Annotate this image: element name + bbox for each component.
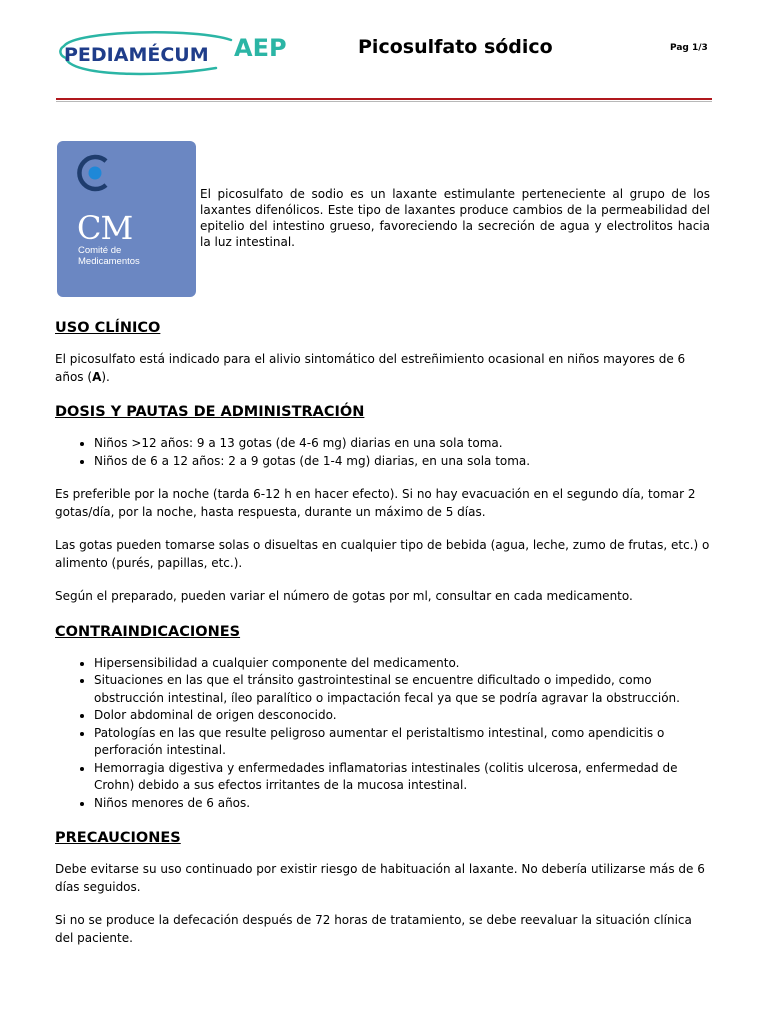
- uso-clinico-paragraph: El picosulfato está indicado para el alivio sintomático del estreñimiento ocasional en niños mayores de 6 años (A).: [55, 352, 686, 384]
- list-item: • Niños de 6 a 12 años: 2 a 9 gotas (de 1-4 mg) diarias, en una sola toma.: [94, 453, 710, 471]
- section-heading-dosis: DOSIS Y PAUTAS DE ADMINISTRACIÓN: [55, 404, 365, 420]
- pediamecum-aep-logo: [56, 28, 301, 80]
- dosis-paragraph: Según el preparado, pueden variar el número de gotas por ml, consultar en cada medicamento.: [55, 589, 633, 603]
- svg-text:AEP: AEP: [234, 34, 287, 62]
- document-title: Picosulfato sódico: [358, 36, 553, 58]
- document-body: [55, 318, 710, 963]
- precauciones-paragraph: Debe evitarse su uso continuado por existir riesgo de habituación al laxante. No debería utilizarse más de 6 días seguidos.: [55, 862, 705, 894]
- list-item: • Patologías en las que resulte peligroso aumentar el peristaltismo intestinal, como apendicitis o perforación intestinal.: [94, 725, 710, 760]
- comite-medicamentos-badge: [57, 141, 196, 297]
- list-item: • Situaciones en las que el tránsito gastrointestinal se encuentre dificultado o impedido, como obstrucción intestinal, íleo paralítico o impactación fecal ya que se podría agravar la obstrucción.: [94, 672, 710, 707]
- contraindicaciones-list: [55, 655, 710, 813]
- cm-subtitle: Comité de Medicamentos: [78, 245, 140, 267]
- section-heading-contraindicaciones: CONTRAINDICACIONES: [55, 623, 241, 640]
- dosis-paragraph: Las gotas pueden tomarse solas o disueltas en cualquier tipo de bebida (agua, leche, zumo de frutas, etc.) o alimento (purés, papillas, etc.).: [55, 538, 710, 570]
- dosis-list: [55, 435, 710, 470]
- cm-logo-icon: [75, 153, 115, 193]
- precauciones-paragraph: Si no se produce la defecación después de 72 horas de tratamiento, se debe reevaluar la situación clínica del paciente.: [55, 913, 692, 945]
- section-heading-uso-clinico: USO CLÍNICO: [55, 320, 161, 336]
- list-item: • Niños menores de 6 años.: [94, 795, 710, 813]
- list-item: • Niños >12 años: 9 a 13 gotas (de 4-6 mg) diarias en una sola toma.: [94, 435, 710, 453]
- header-divider-shadow: [56, 101, 712, 102]
- section-heading-precauciones: PRECAUCIONES: [55, 830, 181, 846]
- header-divider: [56, 98, 712, 100]
- intro-paragraph: El picosulfato de sodio es un laxante estimulante perteneciente al grupo de los laxantes difenólicos. Este tipo de laxantes produce cambios de la permeabilidad del epitelio del intestino grueso, favoreciendo la secreción de agua y electrolitos hacia la luz intestinal.: [200, 187, 710, 249]
- dosis-paragraph: Es preferible por la noche (tarda 6-12 h en hacer efecto). Si no hay evacuación en el segundo día, tomar 2 gotas/día, por la noche, hasta respuesta, durante un máximo de 5 días.: [55, 487, 696, 519]
- list-item: • Dolor abdominal de origen desconocido.: [94, 707, 710, 725]
- svg-text:PEDIAMÉCUM: PEDIAMÉCUM: [64, 44, 209, 66]
- page-number: Pag 1/3: [670, 43, 708, 53]
- list-item: • Hipersensibilidad a cualquier componente del medicamento.: [94, 655, 710, 673]
- cm-letters: CM: [77, 209, 133, 247]
- list-item: • Hemorragia digestiva y enfermedades inflamatorias intestinales (colitis ulcerosa, enfermedad de Crohn) debido a sus efectos irritantes de la mucosa intestinal.: [94, 760, 710, 795]
